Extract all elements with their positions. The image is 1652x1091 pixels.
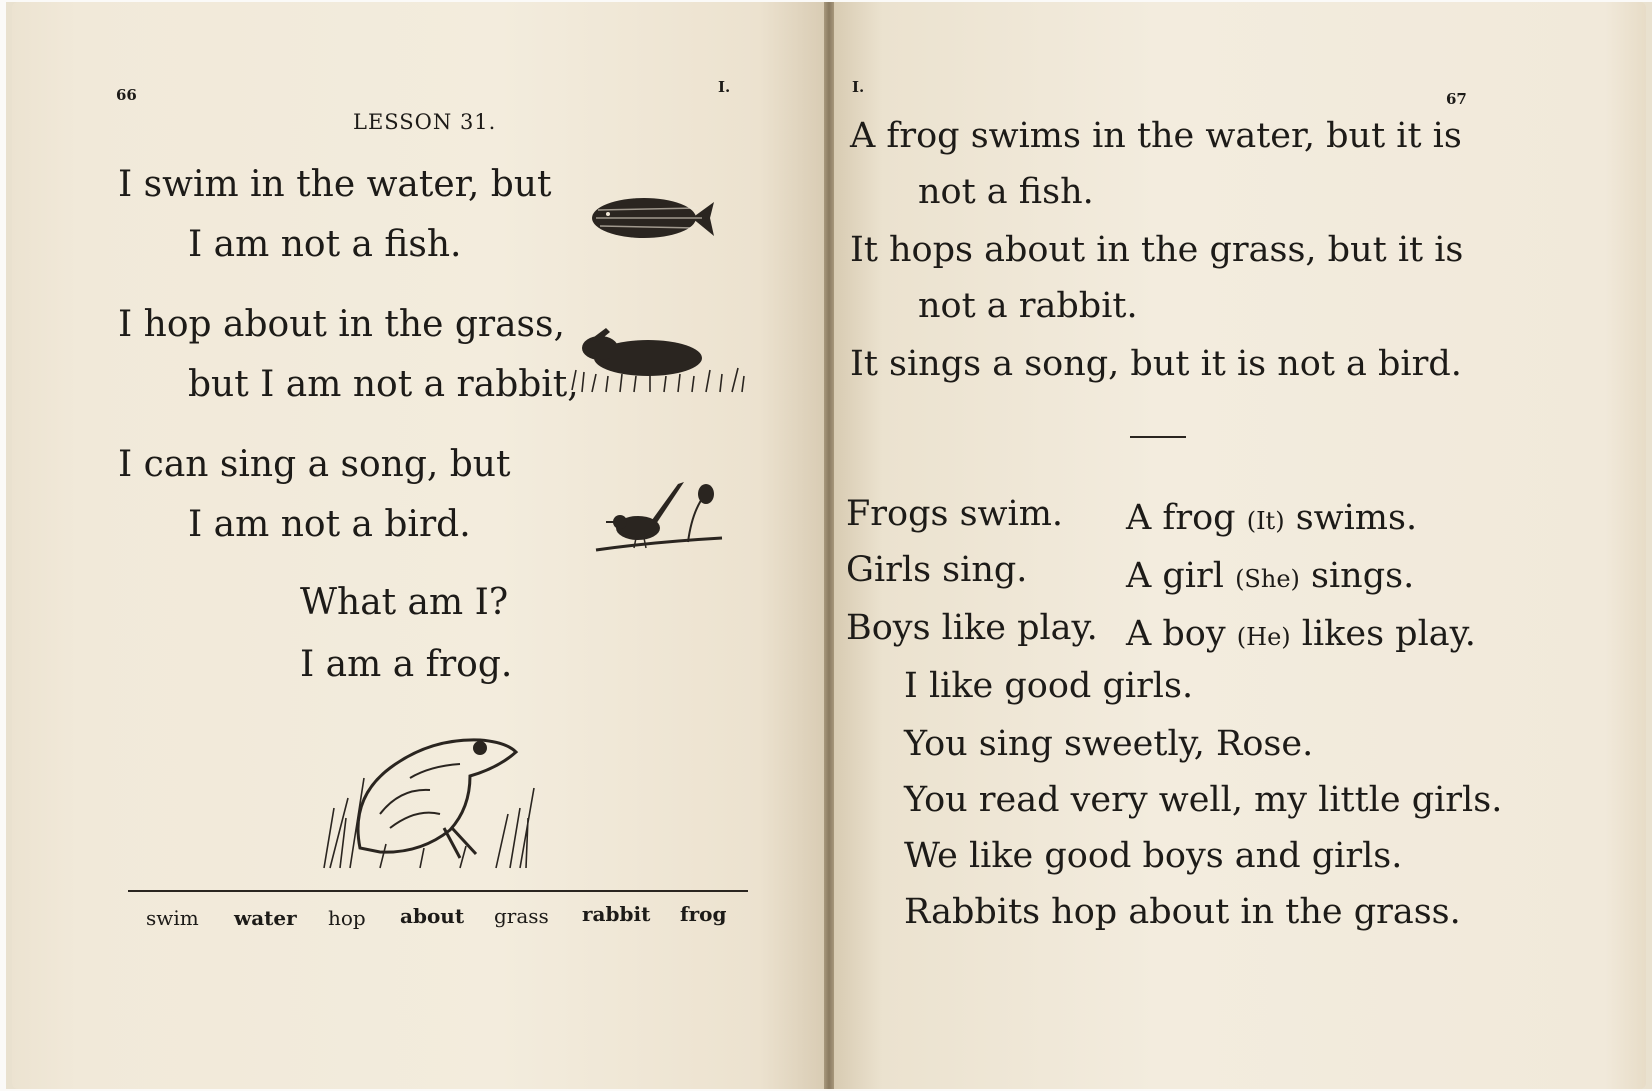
poem-line-4: but I am not a rabbit, bbox=[188, 364, 579, 405]
vocabulary-rule bbox=[128, 890, 748, 892]
signature-mark-right: I. bbox=[852, 78, 865, 96]
text-line-4: not a rabbit. bbox=[918, 286, 1138, 326]
frog-illustration bbox=[320, 718, 540, 870]
poem-line-3: I hop about in the grass, bbox=[118, 304, 565, 345]
vocab-word: water bbox=[234, 906, 297, 930]
vocab-word: hop bbox=[328, 906, 366, 930]
poem-line-6: I am not a bird. bbox=[188, 504, 471, 545]
plural-sentence: Girls sing. bbox=[846, 550, 1028, 590]
lesson-title: LESSON 31. bbox=[353, 110, 497, 134]
example-sentence: You sing sweetly, Rose. bbox=[904, 724, 1314, 764]
poem-line-7: What am I? bbox=[300, 582, 509, 623]
section-rule bbox=[1130, 436, 1186, 438]
page-number-right: 67 bbox=[1446, 90, 1467, 108]
pronoun: (She) bbox=[1235, 565, 1300, 593]
poem-line-5: I can sing a song, but bbox=[118, 444, 511, 485]
poem-line-1: I swim in the water, but bbox=[118, 164, 552, 205]
example-sentence: Rabbits hop about in the grass. bbox=[904, 892, 1461, 932]
text-line-2: not a fish. bbox=[918, 172, 1094, 212]
pronoun: (He) bbox=[1236, 623, 1291, 651]
vocab-word: frog bbox=[680, 902, 727, 926]
left-page bbox=[12, 2, 824, 1089]
poem-line-8: I am a frog. bbox=[300, 644, 513, 685]
signature-mark-left: I. bbox=[718, 78, 731, 96]
singular-sentence: A boy (He) likes play. bbox=[1126, 614, 1476, 654]
vocab-word: about bbox=[400, 904, 465, 928]
text-line-3: It hops about in the grass, but it is bbox=[850, 230, 1464, 270]
singular-sentence: A frog (It) swims. bbox=[1126, 498, 1418, 538]
page-number-left: 66 bbox=[116, 86, 137, 104]
vocab-word: swim bbox=[146, 906, 199, 930]
plural-sentence: Frogs swim. bbox=[846, 494, 1064, 534]
vocab-word: rabbit bbox=[582, 902, 651, 926]
plural-sentence: Boys like play. bbox=[846, 608, 1098, 648]
example-sentence: I like good girls. bbox=[904, 666, 1194, 706]
fish-illustration bbox=[588, 188, 716, 250]
poem-line-2: I am not a fish. bbox=[188, 224, 462, 265]
example-sentence: You read very well, my little girls. bbox=[904, 780, 1503, 820]
vocab-word: grass bbox=[494, 904, 549, 928]
text-line-1: A frog swims in the water, but it is bbox=[850, 116, 1462, 156]
right-page bbox=[834, 2, 1646, 1089]
example-sentence: We like good boys and girls. bbox=[904, 836, 1403, 876]
singular-sentence: A girl (She) sings. bbox=[1126, 556, 1415, 596]
bird-illustration bbox=[592, 472, 728, 564]
text-line-5: It sings a song, but it is not a bird. bbox=[850, 344, 1462, 384]
open-book bbox=[6, 2, 1652, 1089]
pronoun: (It) bbox=[1246, 507, 1285, 535]
rabbit-illustration bbox=[570, 326, 746, 398]
